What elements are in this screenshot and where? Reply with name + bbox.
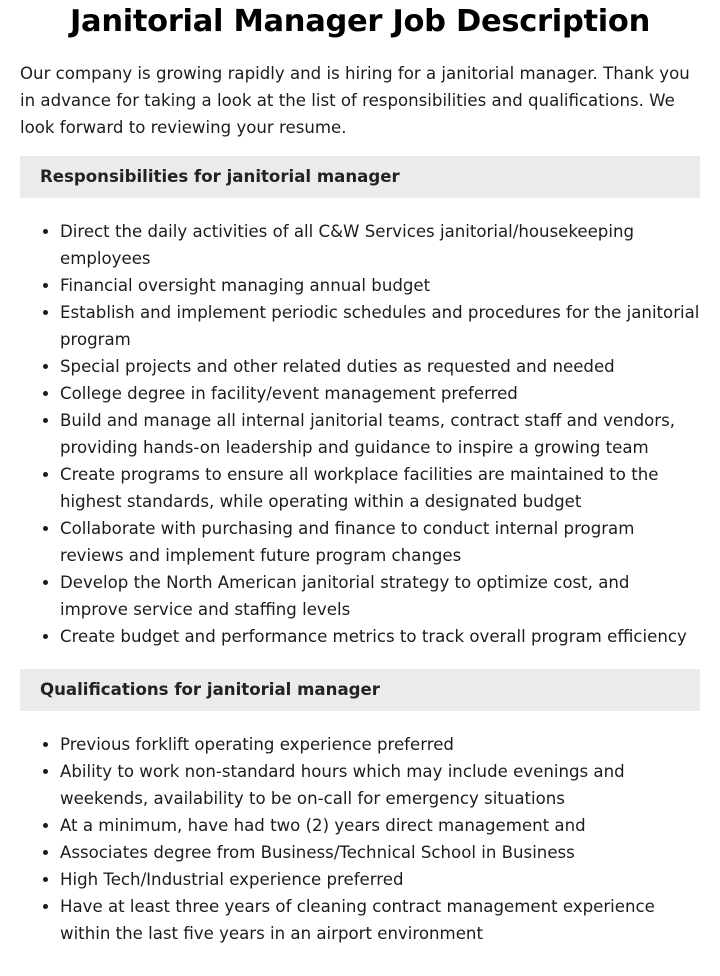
intro-paragraph: Our company is growing rapidly and is hiring for a janitorial manager. Thank you in advance for taking a look at the list of responsibilities and qualifications. We look forward to reviewing your resume. [20, 64, 690, 137]
responsibility-item: • College degree in facility/event management preferred [60, 380, 700, 407]
qualifications-heading: Qualifications for janitorial manager [20, 669, 700, 711]
responsibility-item: • Financial oversight managing annual budget [60, 272, 700, 299]
responsibility-item: • Create programs to ensure all workplace facilities are maintained to the highest standards, while operating within a designated budget [60, 461, 700, 515]
responsibilities-list [20, 218, 700, 650]
page-title: Janitorial Manager Job Description [69, 4, 650, 39]
responsibility-item: • Create budget and performance metrics to track overall program efficiency [60, 623, 700, 650]
qualifications-list [20, 731, 700, 947]
responsibility-item: • Collaborate with purchasing and finance to conduct internal program reviews and implement future program changes [60, 515, 700, 569]
responsibility-item: • Direct the daily activities of all C&W Services janitorial/housekeeping employees [60, 218, 700, 272]
qualification-item: • Associates degree from Business/Technical School in Business [60, 839, 700, 866]
responsibilities-heading: Responsibilities for janitorial manager [20, 156, 700, 198]
responsibility-item: • Develop the North American janitorial strategy to optimize cost, and improve service and staffing levels [60, 569, 700, 623]
qualification-item: • Ability to work non-standard hours which may include evenings and weekends, availability to be on-call for emergency situations [60, 758, 700, 812]
responsibility-item: • Establish and implement periodic schedules and procedures for the janitorial program [60, 299, 700, 353]
qualification-item: • Have at least three years of cleaning contract management experience within the last five years in an airport environment [60, 893, 700, 947]
qualification-item: • High Tech/Industrial experience preferred [60, 866, 700, 893]
responsibility-item: • Special projects and other related duties as requested and needed [60, 353, 700, 380]
qualification-item: • Previous forklift operating experience preferred [60, 731, 700, 758]
responsibility-item: • Build and manage all internal janitorial teams, contract staff and vendors, providing hands-on leadership and guidance to inspire a growing team [60, 407, 700, 461]
qualification-item: • At a minimum, have had two (2) years direct management and [60, 812, 700, 839]
